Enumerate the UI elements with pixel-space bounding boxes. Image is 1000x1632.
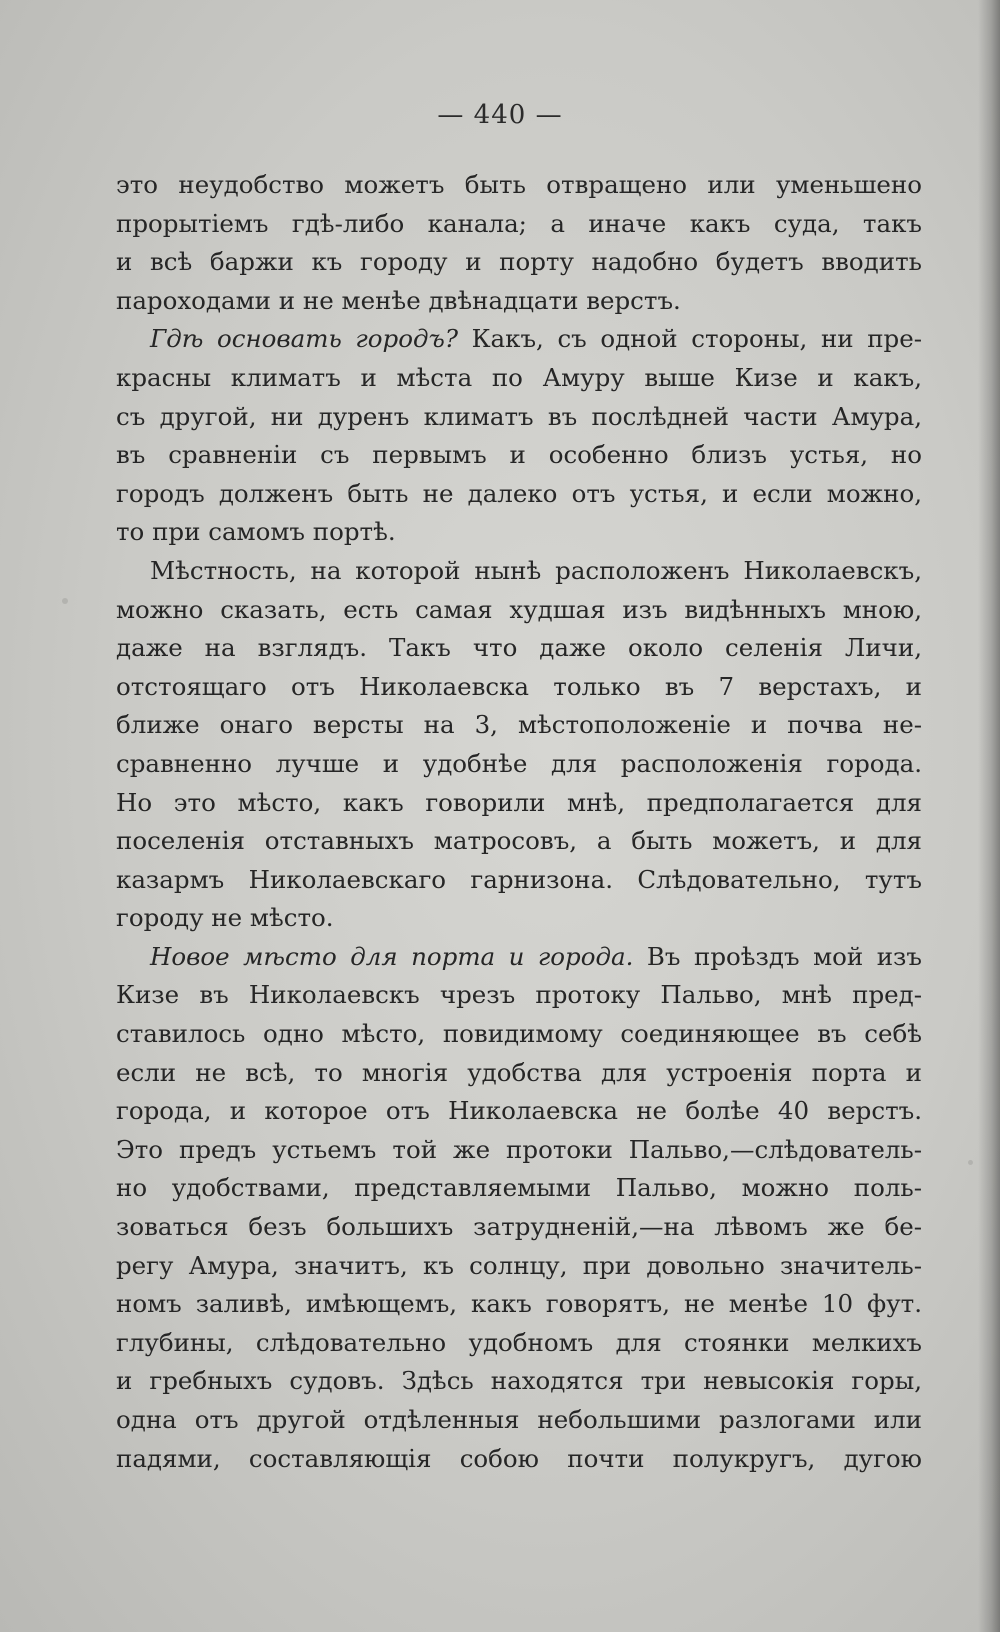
text-line: города, и которое отъ Николаевска не болѣе 40 верстъ.	[116, 1096, 922, 1126]
text-line: Гдѣ основать городъ? Какъ, съ одной стороны, ни пре-	[150, 324, 923, 354]
text-line: глубины, слѣдовательно удобномъ для стоянки мелкихъ	[116, 1327, 922, 1357]
text-line: Новое мѣсто для порта и города. Въ проѣздъ мой изъ	[150, 941, 922, 971]
page-edge-shadow	[978, 0, 1000, 1632]
text-line: ставилось одно мѣсто, повидимому соединяющее въ себѣ	[116, 1019, 922, 1049]
text-line: если не всѣ, то многія удобства для устроенія порта и	[116, 1057, 922, 1087]
page-number: — 440 —	[437, 100, 563, 130]
text-line: городу не мѣсто.	[116, 903, 334, 933]
section-heading-new-place: Новое мѣсто для порта и города.	[150, 941, 634, 971]
text-line: Кизе въ Николаевскъ чрезъ протоку Пальво, мнѣ пред-	[116, 980, 922, 1010]
text-line: городъ долженъ быть не далеко отъ устья, и если можно,	[116, 478, 922, 508]
text-line: то при самомъ портѣ.	[116, 517, 396, 547]
text-line: Мѣстность, на которой нынѣ расположенъ Николаевскъ,	[150, 555, 922, 585]
paper-stain	[62, 598, 68, 604]
text-line: падями, составляющія собою почти полукругъ, дугою	[116, 1443, 922, 1473]
text-line: отстоящаго отъ Николаевска только въ 7 верстахъ, и	[116, 671, 922, 701]
text-line: ближе онаго версты на 3, мѣстоположеніе и почва не-	[116, 710, 922, 740]
text-line: поселенія отставныхъ матросовъ, а быть можетъ, и для	[116, 826, 922, 856]
text-line: это неудобство можетъ быть отвращено или уменьшено	[116, 170, 922, 199]
text-line: казармъ Николаевскаго гарнизона. Слѣдовательно, тутъ	[116, 864, 922, 894]
text-line: съ другой, ни дуренъ климатъ въ послѣдней части Амура,	[116, 401, 922, 431]
body-text	[116, 166, 922, 1478]
paper-stain	[968, 1160, 973, 1165]
text-line: номъ заливѣ, имѣющемъ, какъ говорятъ, не менѣе 10 фут.	[116, 1289, 922, 1319]
text-line: въ сравненіи съ первымъ и особенно близъ устья, но	[116, 440, 922, 470]
text-line: красны климатъ и мѣста по Амуру выше Кизе и какъ,	[116, 362, 922, 392]
text-line: можно сказать, есть самая худшая изъ видѣнныхъ мною,	[116, 594, 922, 624]
text-line: регу Амура, значитъ, къ солнцу, при довольно значитель-	[116, 1250, 922, 1280]
text-line: и гребныхъ судовъ. Здѣсь находятся три невысокія горы,	[116, 1366, 922, 1396]
text-line: одна отъ другой отдѣленныя небольшими разлогами или	[116, 1405, 922, 1434]
text-line: прорытіемъ гдѣ-либо канала; а иначе какъ суда, такъ	[116, 208, 922, 238]
text-line: зоваться безъ большихъ затрудненій,—на лѣвомъ же бе-	[116, 1212, 922, 1242]
section-heading-where-to-found-city: Гдѣ основать городъ?	[150, 324, 458, 354]
text-line: Но это мѣсто, какъ говорили мнѣ, предполагается для	[116, 787, 922, 817]
text-line: даже на взглядъ. Такъ что даже около селенія Личи,	[116, 633, 922, 663]
text-line: и всѣ баржи къ городу и порту надобно будетъ вводить	[116, 247, 922, 277]
text-line: сравненно лучше и удобнѣе для расположенія города.	[116, 748, 922, 778]
text-line: пароходами и не менѣе двѣнадцати верстъ.	[116, 285, 681, 315]
text-line: Это предъ устьемъ той же протоки Пальво,—слѣдователь-	[116, 1134, 922, 1164]
text-line: но удобствами, представляемыми Пальво, можно поль-	[116, 1173, 922, 1203]
